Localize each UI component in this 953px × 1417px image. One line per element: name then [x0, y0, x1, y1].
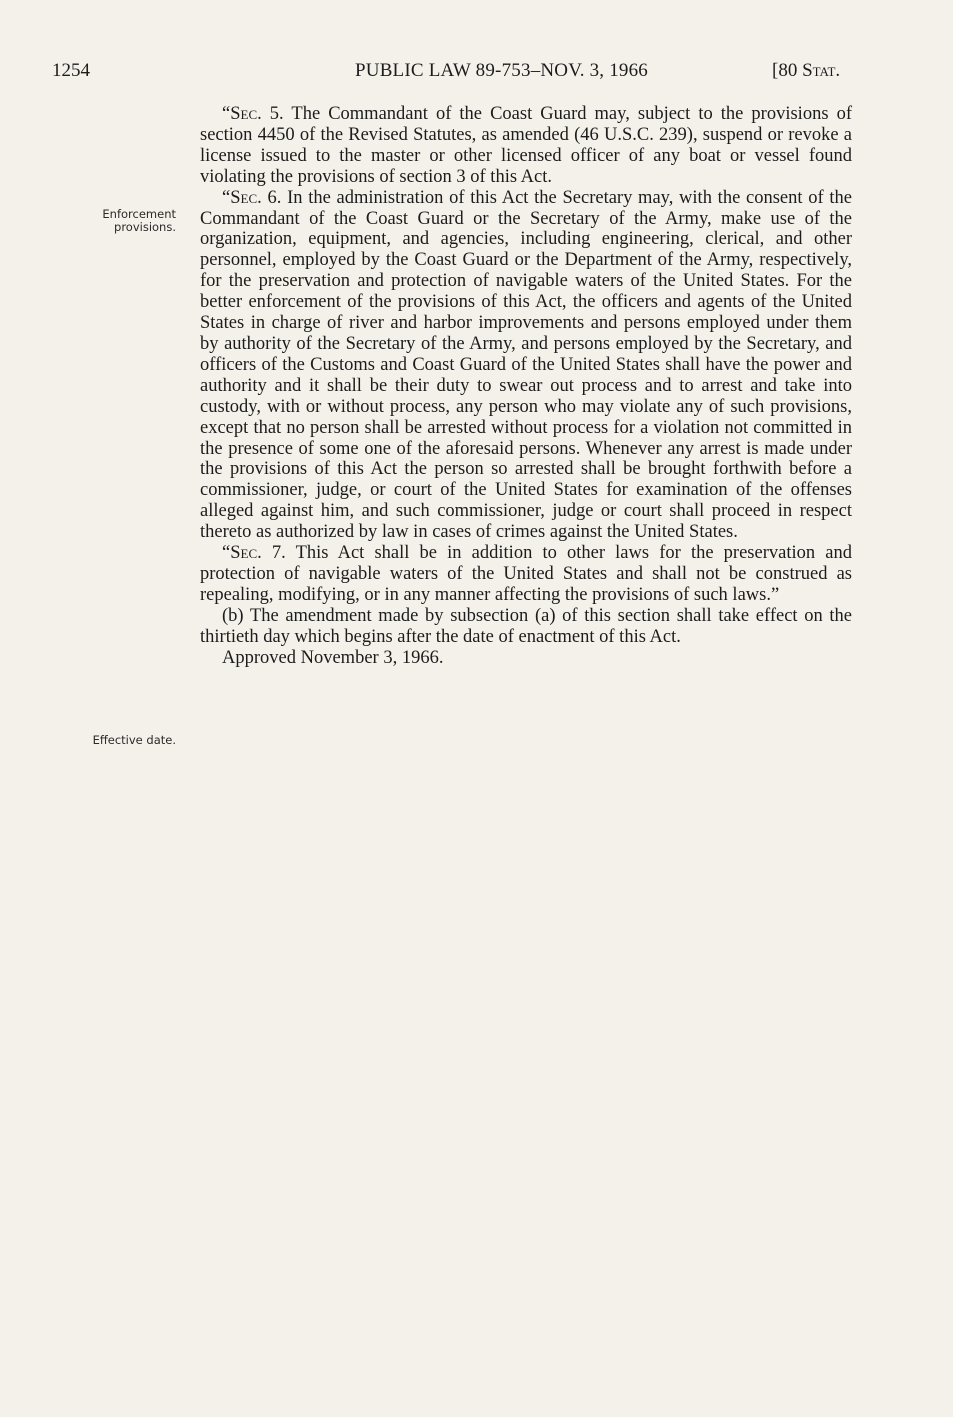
running-title: PUBLIC LAW 89-753–NOV. 3, 1966	[355, 60, 649, 81]
statute-body	[200, 104, 852, 668]
approval-date: Approved November 3, 1966.	[222, 647, 444, 668]
section-5-paragraph	[200, 104, 852, 188]
page-header	[0, 56, 953, 86]
statute-abbrev: Stat.	[802, 60, 841, 81]
statute-reference	[772, 60, 840, 82]
section-7-text: This Act shall be in addition to other laws for the preservation and protection of navigable waters of the United States and shall not be construed as repealing, modifying, or in any manner affecting the provisions of such laws.”	[200, 543, 852, 605]
statute-volume: [80	[772, 60, 803, 81]
section-7-paragraph	[200, 543, 852, 606]
section-5-label: “Sec. 5.	[222, 104, 284, 124]
margin-note-enforcement: Enforcement provisions.	[102, 207, 176, 234]
margin-note-effective-date: Effective date.	[92, 733, 176, 747]
section-5-text: The Commandant of the Coast Guard may, subject to the provisions of section 4450 of the Revised Statutes, as amended (46 U.S.C. 239), suspend or revoke a license issued to the master or other licensed officer of any boat or vessel found violating the provisions of section 3 of this Act.	[200, 104, 852, 187]
section-6-label: “Sec. 6.	[222, 187, 282, 208]
subsection-b-paragraph: (b) The amendment made by subsection (a) of this section shall take effect on the thirtieth day which begins after the date of enactment of this Act.	[200, 605, 852, 647]
section-6-paragraph	[200, 188, 852, 543]
section-7-label: “Sec. 7.	[222, 543, 286, 564]
section-6-text: In the administration of this Act the Secretary may, with the consent of the Commandant of the Coast Guard or the Secretary of the Army, make use of the organization, equipment, and agencies, including engineering, clerical, and other personnel, employed by the Coast Guard or the Department of the Army, respectively, for the preservation and protection of navigable waters of the United States. For the better enforcement of the provisions of this Act, the officers and agents of the United States in charge of river and harbor improvements and persons employed under them by authority of the Secretary of the Army, and persons employed by the Secretary, and officers of the Customs and Coast Guard of the United States shall have the power and authority and it shall be their duty to swear out process and to arrest and take into custody, with or without process, any person who may violate any of such provisions, except that no person shall be arrested without process for a violation not committed in the presence of some one of the aforesaid persons. Whenever any arrest is made under the provisions of this Act the person so arrested shall be brought forthwith before a commissioner, judge, or court of the United States for examination of the offenses alleged against him, and such commissioner, judge or court shall proceed in respect thereto as authorized by law in cases of crimes against the United States.	[200, 187, 852, 543]
page-number: 1254	[52, 60, 90, 81]
